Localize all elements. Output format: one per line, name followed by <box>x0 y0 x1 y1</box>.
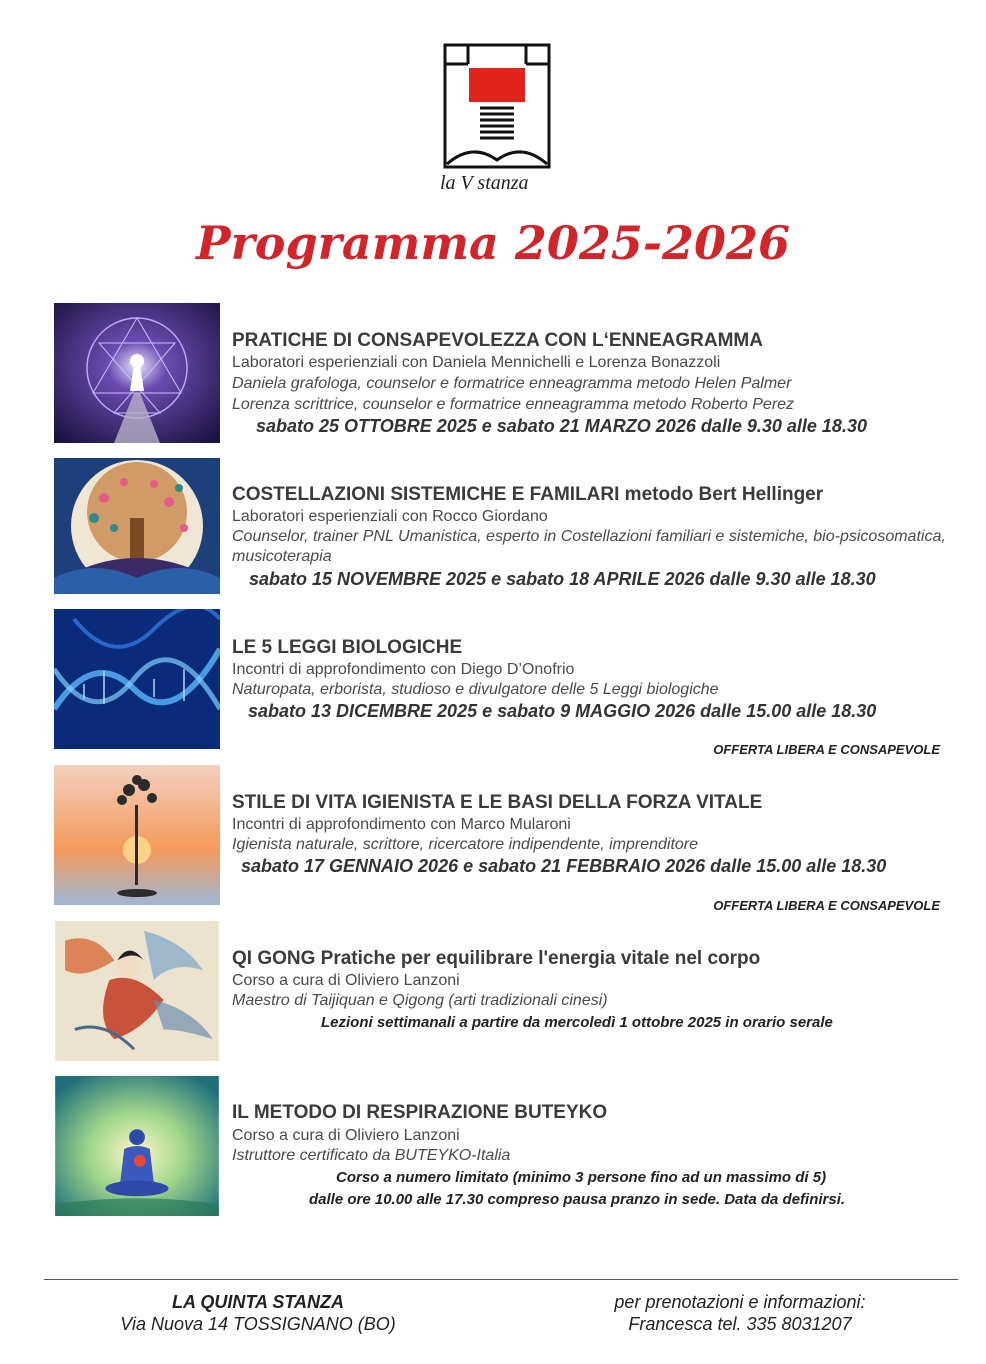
event-title: PRATICHE DI CONSAPEVOLEZZA CON L‘ENNEAGRAMMA <box>232 330 763 351</box>
event-title: QI GONG Pratiche per equilibrare l'energia vitale nel corpo <box>232 948 761 969</box>
event-dates: sabato 13 DICEMBRE 2025 e sabato 9 MAGGIO 2026 dalle 15.00 alle 18.30 <box>248 701 877 721</box>
event-description: Igienista naturale, scrittore, ricercatore indipendente, imprenditore <box>232 836 699 853</box>
chinese-painting-image <box>54 921 220 1061</box>
footer-name: LA QUINTA STANZA <box>172 1292 344 1312</box>
page-title: Programma 2025-2026 <box>195 216 791 270</box>
meditation-figure-image <box>54 1076 220 1216</box>
footer-divider <box>44 1279 958 1280</box>
offer-note: OFFERTA LIBERA E CONSAPEVOLE <box>713 898 940 913</box>
event-description: Daniela grafologa, counselor e formatrice enneagramma metodo Helen Palmer <box>232 375 792 392</box>
event-description: Maestro di Taijiquan e Qigong (arti tradizionali cinesi) <box>232 992 608 1009</box>
event-dates: sabato 25 OTTOBRE 2025 e sabato 21 MARZO 2026 dalle 9.30 alle 18.30 <box>256 416 867 436</box>
enneagram-keyhole-image <box>54 303 220 443</box>
event-dates: Lezioni settimanali a partire da mercoledì 1 ottobre 2025 in orario serale <box>321 1014 833 1031</box>
event-subtitle: Corso a cura di Oliviero Lanzoni <box>232 1127 460 1144</box>
event-title: COSTELLAZIONI SISTEMICHE E FAMILARI metodo Bert Hellinger <box>232 484 824 505</box>
event-title: IL METODO DI RESPIRAZIONE BUTEYKO <box>232 1102 608 1123</box>
footer-contact: Francesca tel. 335 8031207 <box>628 1314 852 1334</box>
event-description: Istruttore certificato da BUTEYKO-Italia <box>232 1147 511 1164</box>
offer-note: OFFERTA LIBERA E CONSAPEVOLE <box>713 742 940 757</box>
event-description-2: Lorenza scrittrice, counselor e formatrice enneagramma metodo Roberto Perez <box>232 396 795 413</box>
logo-text: la V stanza <box>440 172 529 194</box>
event-description: Counselor, trainer PNL Umanistica, esperto in Costellazioni familiari e sistemiche, bio-psicosomatica, musicoterapia <box>232 528 946 565</box>
dna-helix-image <box>54 609 220 749</box>
event-subtitle: Laboratori esperienziali con Daniela Mennichelli e Lorenza Bonazzoli <box>232 354 721 371</box>
event-title: LE 5 LEGGI BIOLOGICHE <box>232 637 463 658</box>
event-dates-2: dalle ore 10.00 alle 17.30 compreso pausa pranzo in sede. Data da definirsi. <box>309 1191 846 1208</box>
event-dates: sabato 15 NOVEMBRE 2025 e sabato 18 APRILE 2026 dalle 9.30 alle 18.30 <box>249 569 876 589</box>
event-subtitle: Laboratori esperienziali con Rocco Giordano <box>232 508 548 525</box>
event-description: Naturopata, erborista, studioso e divulgatore delle 5 Leggi biologiche <box>232 681 719 698</box>
yoga-tree-sunset-image <box>54 765 220 905</box>
event-title: STILE DI VITA IGIENISTA E LE BASI DELLA FORZA VITALE <box>232 792 763 813</box>
event-subtitle: Incontri di approfondimento con Marco Mularoni <box>232 816 571 833</box>
footer-booking-label: per prenotazioni e informazioni: <box>614 1292 866 1312</box>
tree-of-life-image <box>54 456 220 596</box>
event-subtitle: Incontri di approfondimento con Diego D’Onofrio <box>232 661 575 678</box>
event-dates: Corso a numero limitato (minimo 3 persone fino ad un massimo di 5) <box>336 1169 827 1186</box>
event-subtitle: Corso a cura di Oliviero Lanzoni <box>232 972 460 989</box>
event-dates: sabato 17 GENNAIO 2026 e sabato 21 FEBBRAIO 2026 dalle 15.00 alle 18.30 <box>241 856 887 876</box>
footer-address: Via Nuova 14 TOSSIGNANO (BO) <box>120 1314 396 1334</box>
